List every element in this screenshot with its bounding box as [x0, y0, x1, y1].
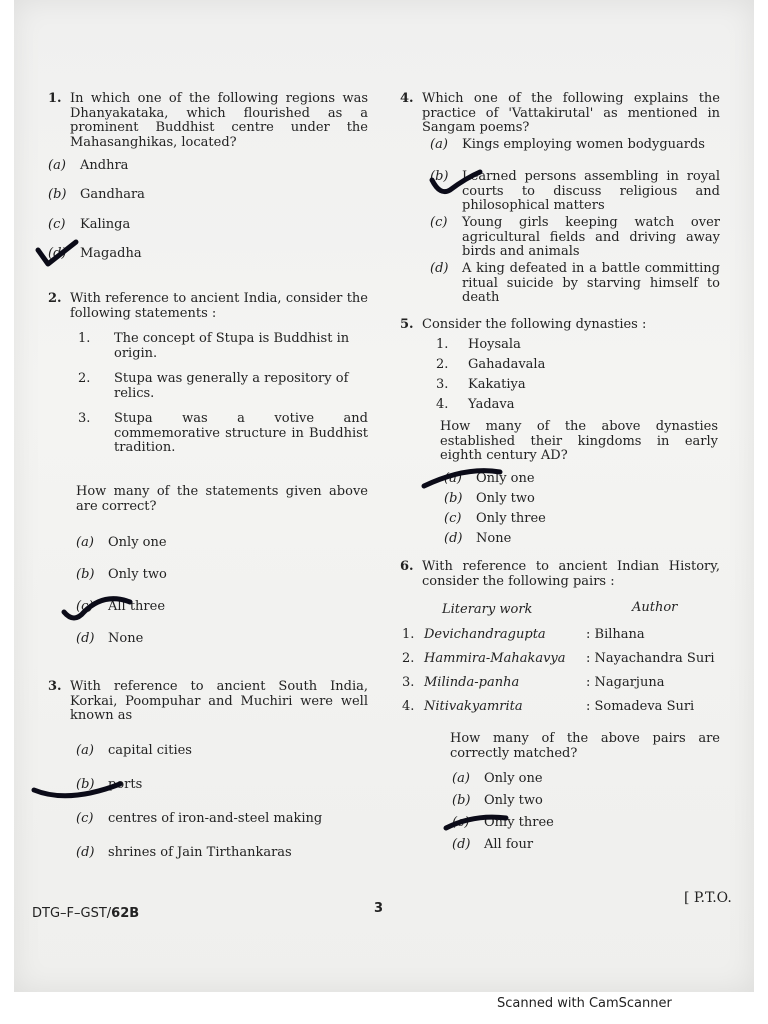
- question-1-stem: [48, 92, 368, 150]
- question-text: With reference to ancient Indian History, consider the following pairs :: [422, 559, 720, 589]
- option-text: All three: [108, 599, 166, 614]
- question-1: [48, 92, 368, 150]
- option-text: Only one: [108, 535, 167, 550]
- question-5-prompt: [440, 420, 718, 464]
- option-6a: [452, 772, 712, 787]
- option-key: (d): [444, 531, 463, 546]
- option-text: Only one: [476, 471, 535, 486]
- option-1c: [48, 218, 368, 233]
- column-head-work: Literary work: [442, 602, 533, 617]
- option-key: (b): [48, 187, 67, 202]
- pair-number: 2.: [402, 651, 415, 666]
- statement-2-2: [78, 372, 368, 401]
- question-4-stem: [400, 92, 720, 136]
- pair-author: : Bilhana: [586, 627, 645, 642]
- option-key: (c): [444, 511, 462, 526]
- question-number: 3.: [48, 679, 62, 694]
- option-text: Magadha: [80, 246, 142, 261]
- option-text: A king defeated in a battle committing ritual suicide by starving himself to death: [462, 261, 720, 305]
- option-key: (b): [76, 777, 95, 792]
- exam-code-prefix: DTG–F–GST/: [32, 906, 112, 921]
- option-text: Only three: [484, 815, 554, 830]
- question-3-stem: [48, 680, 368, 724]
- option-text: None: [476, 531, 512, 546]
- pair-number: 3.: [402, 675, 415, 690]
- option-text: Only two: [484, 793, 543, 808]
- exam-page: [14, 0, 754, 992]
- statement-2-1: [78, 332, 368, 361]
- dynasty-1: [436, 338, 716, 353]
- option-key: (d): [48, 246, 67, 261]
- option-text: Andhra: [80, 158, 129, 173]
- pair-work: Nitivakyamrita: [424, 699, 523, 714]
- option-text: Only one: [484, 771, 543, 786]
- option-text: Learned persons assembling in royal courts to discuss religious and philosophical matters: [462, 169, 720, 213]
- option-4d: [430, 262, 720, 306]
- option-text: Young girls keeping watch over agricultural fields and driving away birds and animals: [462, 215, 720, 259]
- option-5c: [444, 512, 714, 527]
- option-text: Only two: [476, 491, 535, 506]
- option-key: (a): [76, 743, 94, 758]
- option-4a: [430, 138, 720, 153]
- option-4c: [430, 216, 720, 260]
- option-key: (d): [452, 837, 471, 852]
- exam-code-suffix: 62B: [111, 906, 140, 921]
- option-text: Kalinga: [80, 217, 131, 232]
- pair-author: : Somadeva Suri: [586, 699, 695, 714]
- option-6c: [452, 816, 712, 831]
- option-3c: [76, 812, 396, 827]
- question-number: 6.: [400, 559, 414, 574]
- pair-row-1: [402, 628, 722, 643]
- question-text: Consider the following dynasties :: [422, 317, 647, 332]
- option-key: (d): [76, 631, 95, 646]
- question-text: With reference to ancient India, consider the following statements :: [70, 291, 368, 321]
- option-2c: [76, 600, 396, 615]
- statement-text: The concept of Stupa is Buddhist in origin.: [114, 331, 350, 361]
- option-key: (c): [76, 811, 94, 826]
- pair-author: : Nayachandra Suri: [586, 651, 715, 666]
- statement-text: Gahadavala: [468, 357, 546, 372]
- pair-row-3: [402, 676, 722, 691]
- option-key: (b): [444, 491, 463, 506]
- statement-text: Stupa was a votive and commemorative structure in Buddhist tradition.: [114, 411, 368, 455]
- option-2d: [76, 632, 396, 647]
- dynasty-4: [436, 398, 716, 413]
- option-6b: [452, 794, 712, 809]
- statement-number: 2.: [436, 357, 449, 372]
- option-text: None: [108, 631, 144, 646]
- question-6-prompt: [450, 732, 720, 761]
- prompt-text: How many of the above pairs are correctly matched?: [450, 731, 720, 761]
- pair-row-2: [402, 652, 722, 667]
- option-text: shrines of Jain Tirthankaras: [108, 845, 292, 860]
- statement-text: Hoysala: [468, 337, 521, 352]
- option-key: (d): [76, 845, 95, 860]
- question-text: Which one of the following explains the practice of 'Vattakirutal' as mentioned in Sangam poems?: [422, 91, 720, 135]
- pair-work: Milinda-panha: [424, 675, 520, 690]
- option-4b: [430, 170, 720, 214]
- option-text: centres of iron-and-steel making: [108, 811, 323, 826]
- option-1a: [48, 159, 368, 174]
- question-number: 1.: [48, 91, 62, 106]
- option-key: (a): [76, 535, 94, 550]
- option-5a: [444, 472, 714, 487]
- option-key: (a): [430, 137, 448, 152]
- option-text: ports: [108, 777, 143, 792]
- statement-text: Yadava: [468, 397, 515, 412]
- option-text: Only two: [108, 567, 167, 582]
- option-text: Gandhara: [80, 187, 145, 202]
- statement-number: 3.: [78, 411, 91, 426]
- question-6: [400, 560, 720, 589]
- option-key: (b): [76, 567, 95, 582]
- option-3a: [76, 744, 396, 759]
- statement-text: Kakatiya: [468, 377, 526, 392]
- question-2-stem: [48, 292, 368, 321]
- prompt-text: How many of the statements given above are correct?: [76, 484, 368, 514]
- question-6-stem: [400, 560, 720, 589]
- pair-work: Hammira-Mahakavya: [424, 651, 566, 666]
- statement-number: 1.: [78, 331, 91, 346]
- pto-label: [ P.T.O.: [684, 890, 732, 906]
- option-key: (a): [452, 771, 470, 786]
- statement-number: 1.: [436, 337, 449, 352]
- statement-number: 3.: [436, 377, 449, 392]
- exam-code: [32, 906, 139, 921]
- question-number: 4.: [400, 91, 414, 106]
- page-number: 3: [374, 901, 384, 916]
- option-key: (a): [444, 471, 462, 486]
- option-2a: [76, 536, 396, 551]
- option-text: Kings employing women bodyguards: [462, 137, 705, 152]
- prompt-text: How many of the above dynasties established their kingdoms in early eighth century AD?: [440, 419, 718, 463]
- option-key: (c): [76, 599, 94, 614]
- option-1b: [48, 188, 368, 203]
- question-number: 2.: [48, 291, 62, 306]
- option-3b: [76, 778, 396, 793]
- dynasty-2: [436, 358, 716, 373]
- question-number: 5.: [400, 317, 414, 332]
- option-2b: [76, 568, 396, 583]
- pair-number: 1.: [402, 627, 415, 642]
- question-4: [400, 92, 720, 136]
- pair-author: : Nagarjuna: [586, 675, 665, 690]
- question-3: [48, 680, 368, 724]
- question-2: [48, 292, 368, 321]
- statement-number: 2.: [78, 371, 91, 386]
- statement-text: Stupa was generally a repository of relics.: [114, 371, 349, 401]
- option-text: capital cities: [108, 743, 192, 758]
- pair-row-4: [402, 700, 722, 715]
- option-1d: [48, 247, 368, 262]
- question-5-stem: [400, 318, 720, 333]
- option-text: Only three: [476, 511, 546, 526]
- option-5d: [444, 532, 714, 547]
- option-key: (b): [452, 793, 471, 808]
- pair-number: 4.: [402, 699, 415, 714]
- option-6d: [452, 838, 712, 853]
- option-key: (c): [48, 217, 66, 232]
- option-text: All four: [484, 837, 534, 852]
- option-3d: [76, 846, 396, 861]
- column-head-author: Author: [632, 600, 678, 615]
- statement-number: 4.: [436, 397, 449, 412]
- question-2-prompt: [76, 485, 368, 514]
- option-key: (c): [430, 215, 448, 230]
- question-text: With reference to ancient South India, Korkai, Poompuhar and Muchiri were well known as: [70, 679, 368, 723]
- option-key: (b): [430, 169, 449, 184]
- pair-work: Devichandragupta: [424, 627, 546, 642]
- statement-2-3: [78, 412, 368, 456]
- option-key: (c): [452, 815, 470, 830]
- dynasty-3: [436, 378, 716, 393]
- option-5b: [444, 492, 714, 507]
- camscanner-watermark: Scanned with CamScanner: [497, 996, 672, 1011]
- option-key: (a): [48, 158, 66, 173]
- question-5: [400, 318, 720, 333]
- option-key: (d): [430, 261, 449, 276]
- question-text: In which one of the following regions was Dhanyakataka, which flourished as a prominent Buddhist centre under the Mahasanghikas, located?: [70, 91, 368, 150]
